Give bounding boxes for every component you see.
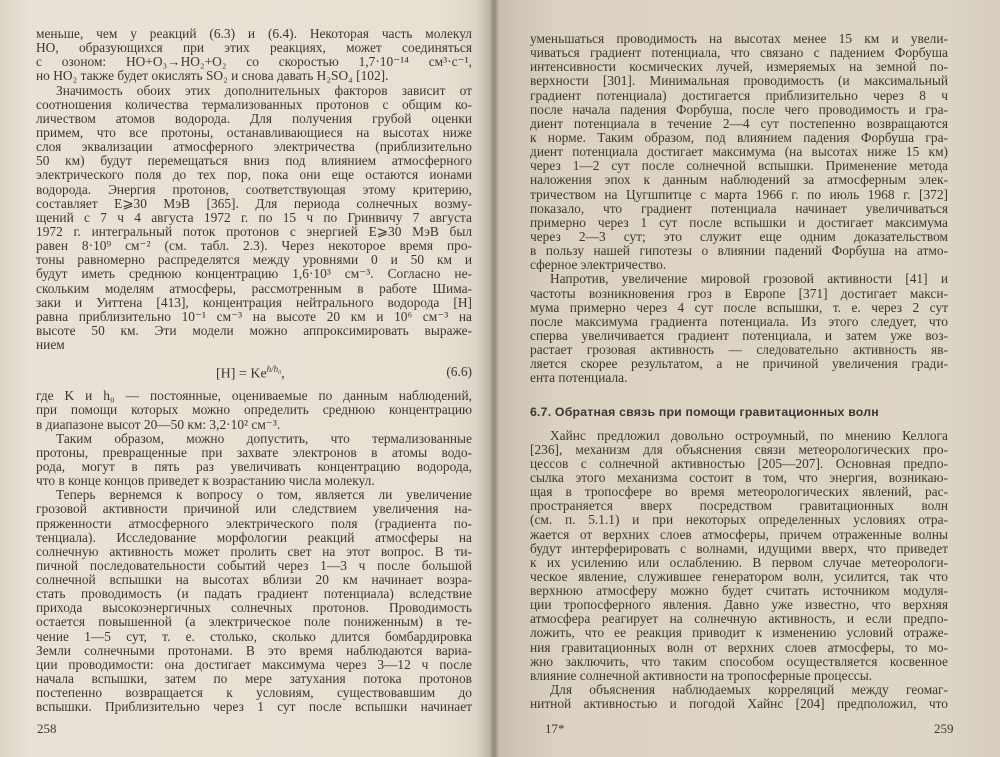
text-line: к норме. Таким образом, под влиянием падения Форбуша гра- <box>530 130 948 145</box>
text-line: пичной последовательности событий через 1—3 ч после большой <box>36 558 472 573</box>
text-line: сперва увеличивается градиент потенциала, и затем уже воз- <box>530 328 948 343</box>
paragraph <box>530 32 948 272</box>
text-line: ляется скорее результатом, а не причиной увеличения гради- <box>530 357 948 372</box>
text-line: наложения эпох к данным наблюдений за атмосферным элек- <box>530 173 948 188</box>
text-line: мума примерно через 4 сут после вспышки, т. е. через 2 сут <box>530 300 948 315</box>
text-line: но HO₂ также будет окислять SO₂ и снова давать H₂SO₄ [102]. <box>36 69 389 84</box>
text-line: скольким моделям атмосферы, рассмотренным в работе Шима- <box>36 281 472 296</box>
text-line: вспышки. Приблизительно через 1 сут после вспышки начинает <box>36 700 472 715</box>
text-line: в диапазоне высот 20—50 км: 3,2·10² см⁻³. <box>36 417 281 432</box>
text-line: влияние солнечной активности на тропосферные процессы. <box>530 668 873 683</box>
text-line: ложить, что ее реакция приводит к изменению условий отраже- <box>530 626 948 641</box>
text-line: щая в тропосфере во время метеорологических явлений, рас- <box>530 485 948 500</box>
text-line: через 1—2 сут после солнечной вспышки. Применение метода <box>530 159 948 174</box>
text-line: сылка этого механизма состоит в том, что энергия, возникаю- <box>530 470 948 485</box>
left-page-number: 258 <box>37 721 57 736</box>
text-line: сферное электричество. <box>530 258 667 273</box>
text-line: градиент потенциала) достигается приблизительно через 8 ч <box>530 88 948 103</box>
text-line: личеством атомов водорода. Для получения грубой оценки <box>36 111 472 126</box>
text-line: в пользу нашей гипотезы о влиянии падений Форбуша на атмо- <box>530 244 948 259</box>
text-line: верхнюю атмосферу можно будет считать источником модуля- <box>530 584 948 599</box>
text-line: ческое явление, служившее генератором волн, усилится, так что <box>530 569 948 584</box>
text-line: (см. п. 5.1.1) и при некоторых определенных условиях отра- <box>530 513 948 528</box>
equation-number: (6.6) <box>446 364 472 380</box>
text-line: интенсивности космических лучей, измеряемых на земной по- <box>530 60 948 75</box>
text-line: жно заключить, что таким способом осуществляется косвенное <box>530 654 948 669</box>
text-line: тричеством на Цугшпитце с марта 1966 г. по июль 1968 г. [372] <box>530 187 948 202</box>
text-line: равен 8·10⁹ см⁻² (см. табл. 2.3). Через некоторое время про- <box>36 239 472 254</box>
right-page-number: 259 <box>934 721 954 736</box>
text-line: ции тропосферного явления. Давно уже известно, что верхняя <box>530 598 948 613</box>
paragraph <box>530 683 948 711</box>
text-line: Для объяснения наблюдаемых корреляций между геомаг- <box>550 683 948 698</box>
text-line: что в конце концов приведет к возрастанию числа молекул. <box>36 474 375 489</box>
text-line: уменьшаться проводимость на высотах менее 15 км и увели- <box>530 32 948 46</box>
text-line: частоты возникновения гроз в Европе [371] достигает макси- <box>530 286 948 301</box>
text-line: составляет E⩾30 МэВ [365]. Для периода солнечных возму- <box>36 196 472 211</box>
equation-trail: , <box>281 366 285 382</box>
text-line: тенциала). Исследование морфологии реакций атмосферы на <box>36 530 472 545</box>
text-line: пространяется вверх посредством гравитационных волн <box>530 499 948 514</box>
text-line: соотношения количества термализованных протонов с общим ко- <box>36 97 472 112</box>
text-line: после максимума градиента потенциала. Из этого следует, что <box>530 314 948 329</box>
text-line: тоны равномерно распределятся между уровнями 0 и 50 км и <box>36 253 472 268</box>
text-line: чение 1—5 сут, т. е. столько, сколько длится бомбардировка <box>36 629 472 644</box>
equation <box>36 352 472 389</box>
text-line: высоте 50 км. Эти модели можно аппроксимировать выраже- <box>36 323 472 338</box>
equation-exponent: h/h₀ <box>266 364 282 375</box>
text-line: примем, что все протоны, останавливающиеся на высотах ниже <box>36 125 472 140</box>
signature-mark: 17* <box>545 721 565 736</box>
text-line: после начала падения Форбуша, после чего проводимость и гра- <box>530 102 948 117</box>
text-line: верхности [301]. Минимальная проводимость (и максимальный <box>530 74 948 89</box>
paragraph <box>36 27 472 84</box>
text-line: рода, могут в пять раз увеличивать концентрацию водорода, <box>36 459 472 474</box>
text-line: постепенно возвращается к условиям, существовавшим до <box>36 686 472 701</box>
text-line: при помощи которых можно определить среднюю концентрацию <box>36 403 472 418</box>
text-line: грозовой активности причиной или следствием увеличения на- <box>36 502 472 517</box>
paragraph <box>36 488 472 714</box>
text-line: ции проводимости: она достигает максимума через 3—12 ч после <box>36 657 472 672</box>
text-line: через 2—3 сут; это служит еще одним доказательством <box>530 229 948 244</box>
text-line: диент потенциала достигает максимума (на высотах ниже 15 км) <box>530 145 948 160</box>
text-line: 50 км) будут перемещаться вниз под влиянием атмосферного <box>36 154 472 169</box>
text-line: 1972 г. интегральный поток протонов с энергией E⩾30 МэВ был <box>36 224 472 239</box>
text-line: Таким образом, можно допустить, что термализованные <box>56 431 472 446</box>
text-line: стать проводимость (и падать градиент потенциала) вследствие <box>36 587 472 602</box>
equation-base: [H] = Ke <box>216 366 267 382</box>
text-line: Теперь вернемся к вопросу о том, является ли увеличение <box>56 488 472 503</box>
text-line: электрического поля до тех пор, пока они еще остаются ионами <box>36 168 472 183</box>
text-line: к их усилению или ослаблению. В первом случае метеорологи- <box>530 555 948 570</box>
paragraph <box>36 432 472 489</box>
text-line: Земли солнечными протонами. В это время наблюдаются вариа- <box>36 643 472 658</box>
text-line: ния гравитационных волн от верхних слоев атмосферы, то мо- <box>530 640 948 655</box>
text-line: растает грозовая активность — следовательно активность яв- <box>530 343 948 358</box>
text-line: прихода высокоэнергичных солнечных протонов. Проводимость <box>36 601 472 616</box>
text-line: остается повышенной (а электрическое поле пониженным) в те- <box>36 615 472 630</box>
text-line: Напротив, увеличение мировой грозовой активности [41] и <box>550 272 948 287</box>
text-line: [236], механизм для объяснения связи метеорологических про- <box>530 442 948 457</box>
text-line: солнечной вспышки на высотах вблизи 20 км начинает возра- <box>36 573 472 588</box>
text-line: жается от верхних слоев атмосферы, причем отраженные волны <box>530 527 948 542</box>
text-line: с озоном: HO+O₃→HO₂+O₂ со скоростью 1,7·10⁻¹⁴ см³·с⁻¹, <box>36 55 472 70</box>
text-line: равна приблизительно 10⁻¹ см⁻³ на высоте 20 км и 10⁶ см⁻³ на <box>36 309 472 324</box>
text-line: слоя эквализации атмосферного электричества (приблизительно <box>36 140 472 155</box>
text-line: атмосфера реагирует на солнечную активность, и если предпо- <box>530 612 948 627</box>
text-line: где K и h₀ — постоянные, оцениваемые по данным наблюдений, <box>36 389 472 404</box>
text-line: чиваться градиент потенциала, что связано с падением Форбуша <box>530 46 948 61</box>
right-page-text <box>530 32 948 711</box>
text-line: нитной активностью и погодой Хайнс [204] предположил, что <box>530 697 948 712</box>
text-line: цессов с солнечной активностью [205—207]. Основная предпо- <box>530 456 948 471</box>
text-line: Значимость обоих этих дополнительных факторов зависит от <box>56 83 472 98</box>
text-line: диент потенциала в течение 2—4 сут постепенно возвращаются <box>530 116 948 131</box>
text-line: протоны, превращенные при захвате электронов в атомы водо- <box>36 445 472 460</box>
text-line: солнечную активность может пролить свет на этот вопрос. В ти- <box>36 544 472 559</box>
text-line: Хайнс предложил довольно остроумный, по мнению Келлога <box>550 428 948 443</box>
left-page-text <box>36 27 472 714</box>
text-line: пряженности атмосферного электрического поля (градиента по- <box>36 516 472 531</box>
text-line: НО, образующихся при этих реакциях, может соединяться <box>36 41 472 56</box>
text-line: примерно через 1 сут после вспышки и достигает максимума <box>530 215 948 230</box>
paragraph <box>36 84 472 353</box>
text-line: начала вспышки, затем по мере затухания потока протонов <box>36 672 472 687</box>
equation-expression <box>216 364 285 383</box>
paragraph <box>530 272 948 385</box>
section-heading: 6.7. Обратная связь при помощи гравитационных волн <box>530 404 879 419</box>
paragraph <box>36 389 472 431</box>
text-line: будут интерферировать с волнами, идущими вверх, что приведет <box>530 541 948 556</box>
text-line: нием <box>36 338 65 353</box>
text-line: показало, что градиент потенциала начинает увеличиваться <box>530 201 948 216</box>
paragraph <box>530 429 948 684</box>
text-line: будут иметь среднюю концентрацию 1,6·10³ см⁻³. Согласно не- <box>36 267 472 282</box>
text-line: водорода. Энергия протонов, соответствующая этому критерию, <box>36 182 472 197</box>
text-line: заки и Уиттена [413], концентрация нейтрального водорода [H] <box>36 295 472 310</box>
text-line: щений с 7 ч 4 августа 1972 г. по 15 ч по Гринвичу 7 августа <box>36 210 472 225</box>
text-line: меньше, чем у реакций (6.3) и (6.4). Некоторая часть молекул <box>36 27 472 41</box>
text-line: ента потенциала. <box>530 371 628 386</box>
